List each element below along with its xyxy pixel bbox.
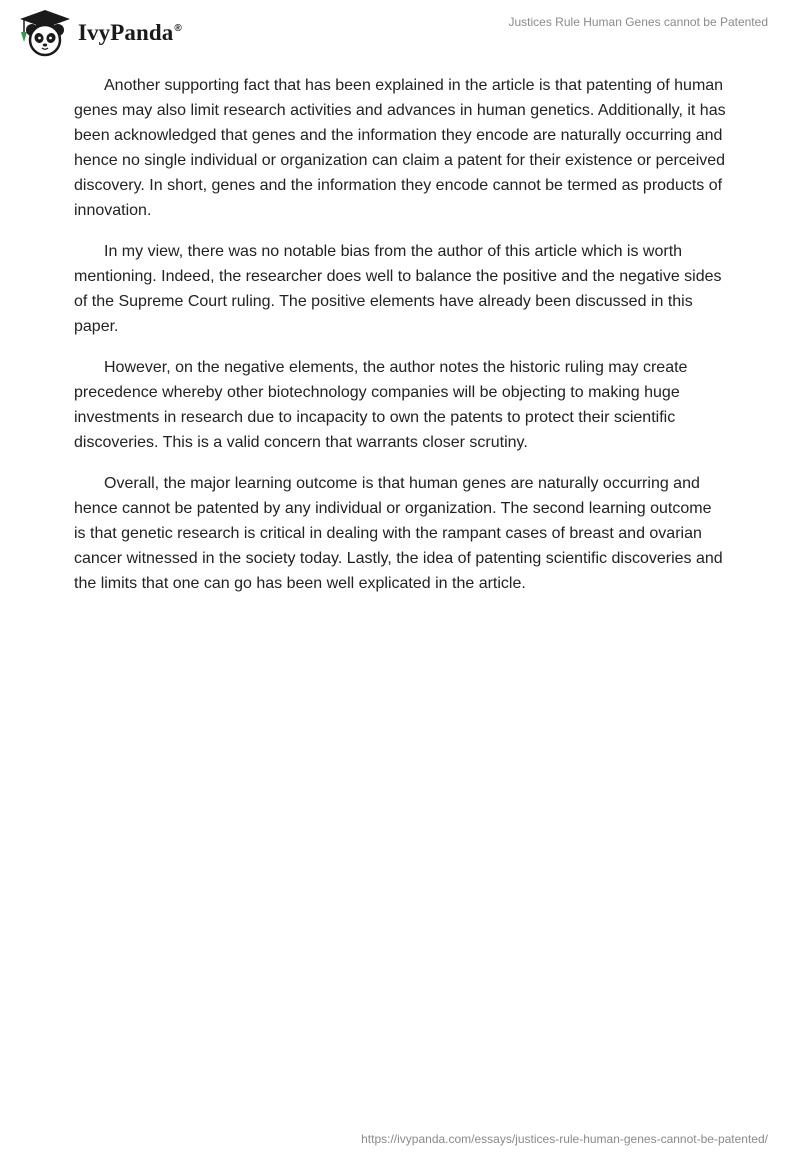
source-url-link[interactable]: https://ivypanda.com/essays/justices-rule-human-genes-cannot-be-patented/ [361,1132,768,1146]
paragraph: However, on the negative elements, the author notes the historic ruling may create precedence whereby other biotechnology companies will be objecting to making huge investments in research due to incapacity to own the patents to protect their scientific discoveries. This is a valid concern that warrants closer scrutiny. [74,359,688,451]
page-header [0,0,800,60]
registered-mark: ® [174,23,182,35]
paragraph: In my view, there was no notable bias from the author of this article which is worth mentioning. Indeed, the researcher does well to balance the positive and the negative sides of the Supreme Court ruling. The positive elements have already been discussed in this paper. [74,243,722,335]
paragraph: Overall, the major learning outcome is that human genes are naturally occurring and hence cannot be patented by any individual or organization. The second learning outcome is that genetic research is critical in dealing with the rampant cases of breast and ovarian cancer witnessed in the society today. Lastly, the idea of patenting scientific discoveries and the limits that one can go has been well explicated in the article. [74,475,723,592]
logo-wordmark: IvyPanda® [78,20,182,45]
paragraph: Another supporting fact that has been explained in the article is that patenting of human genes may also limit research activities and advances in human genetics. Additionally, it has been acknowledged that genes and the information they encode are naturally occurring and hence no single individual or organization can claim a patent for their existence or perceived discovery. In short, genes and the information they encode cannot be termed as products of innovation. [74,77,726,219]
running-title: Justices Rule Human Genes cannot be Patented [508,15,768,29]
panda-graduate-icon [16,8,74,58]
ivypanda-logo[interactable] [16,8,182,58]
essay-body [74,73,726,612]
